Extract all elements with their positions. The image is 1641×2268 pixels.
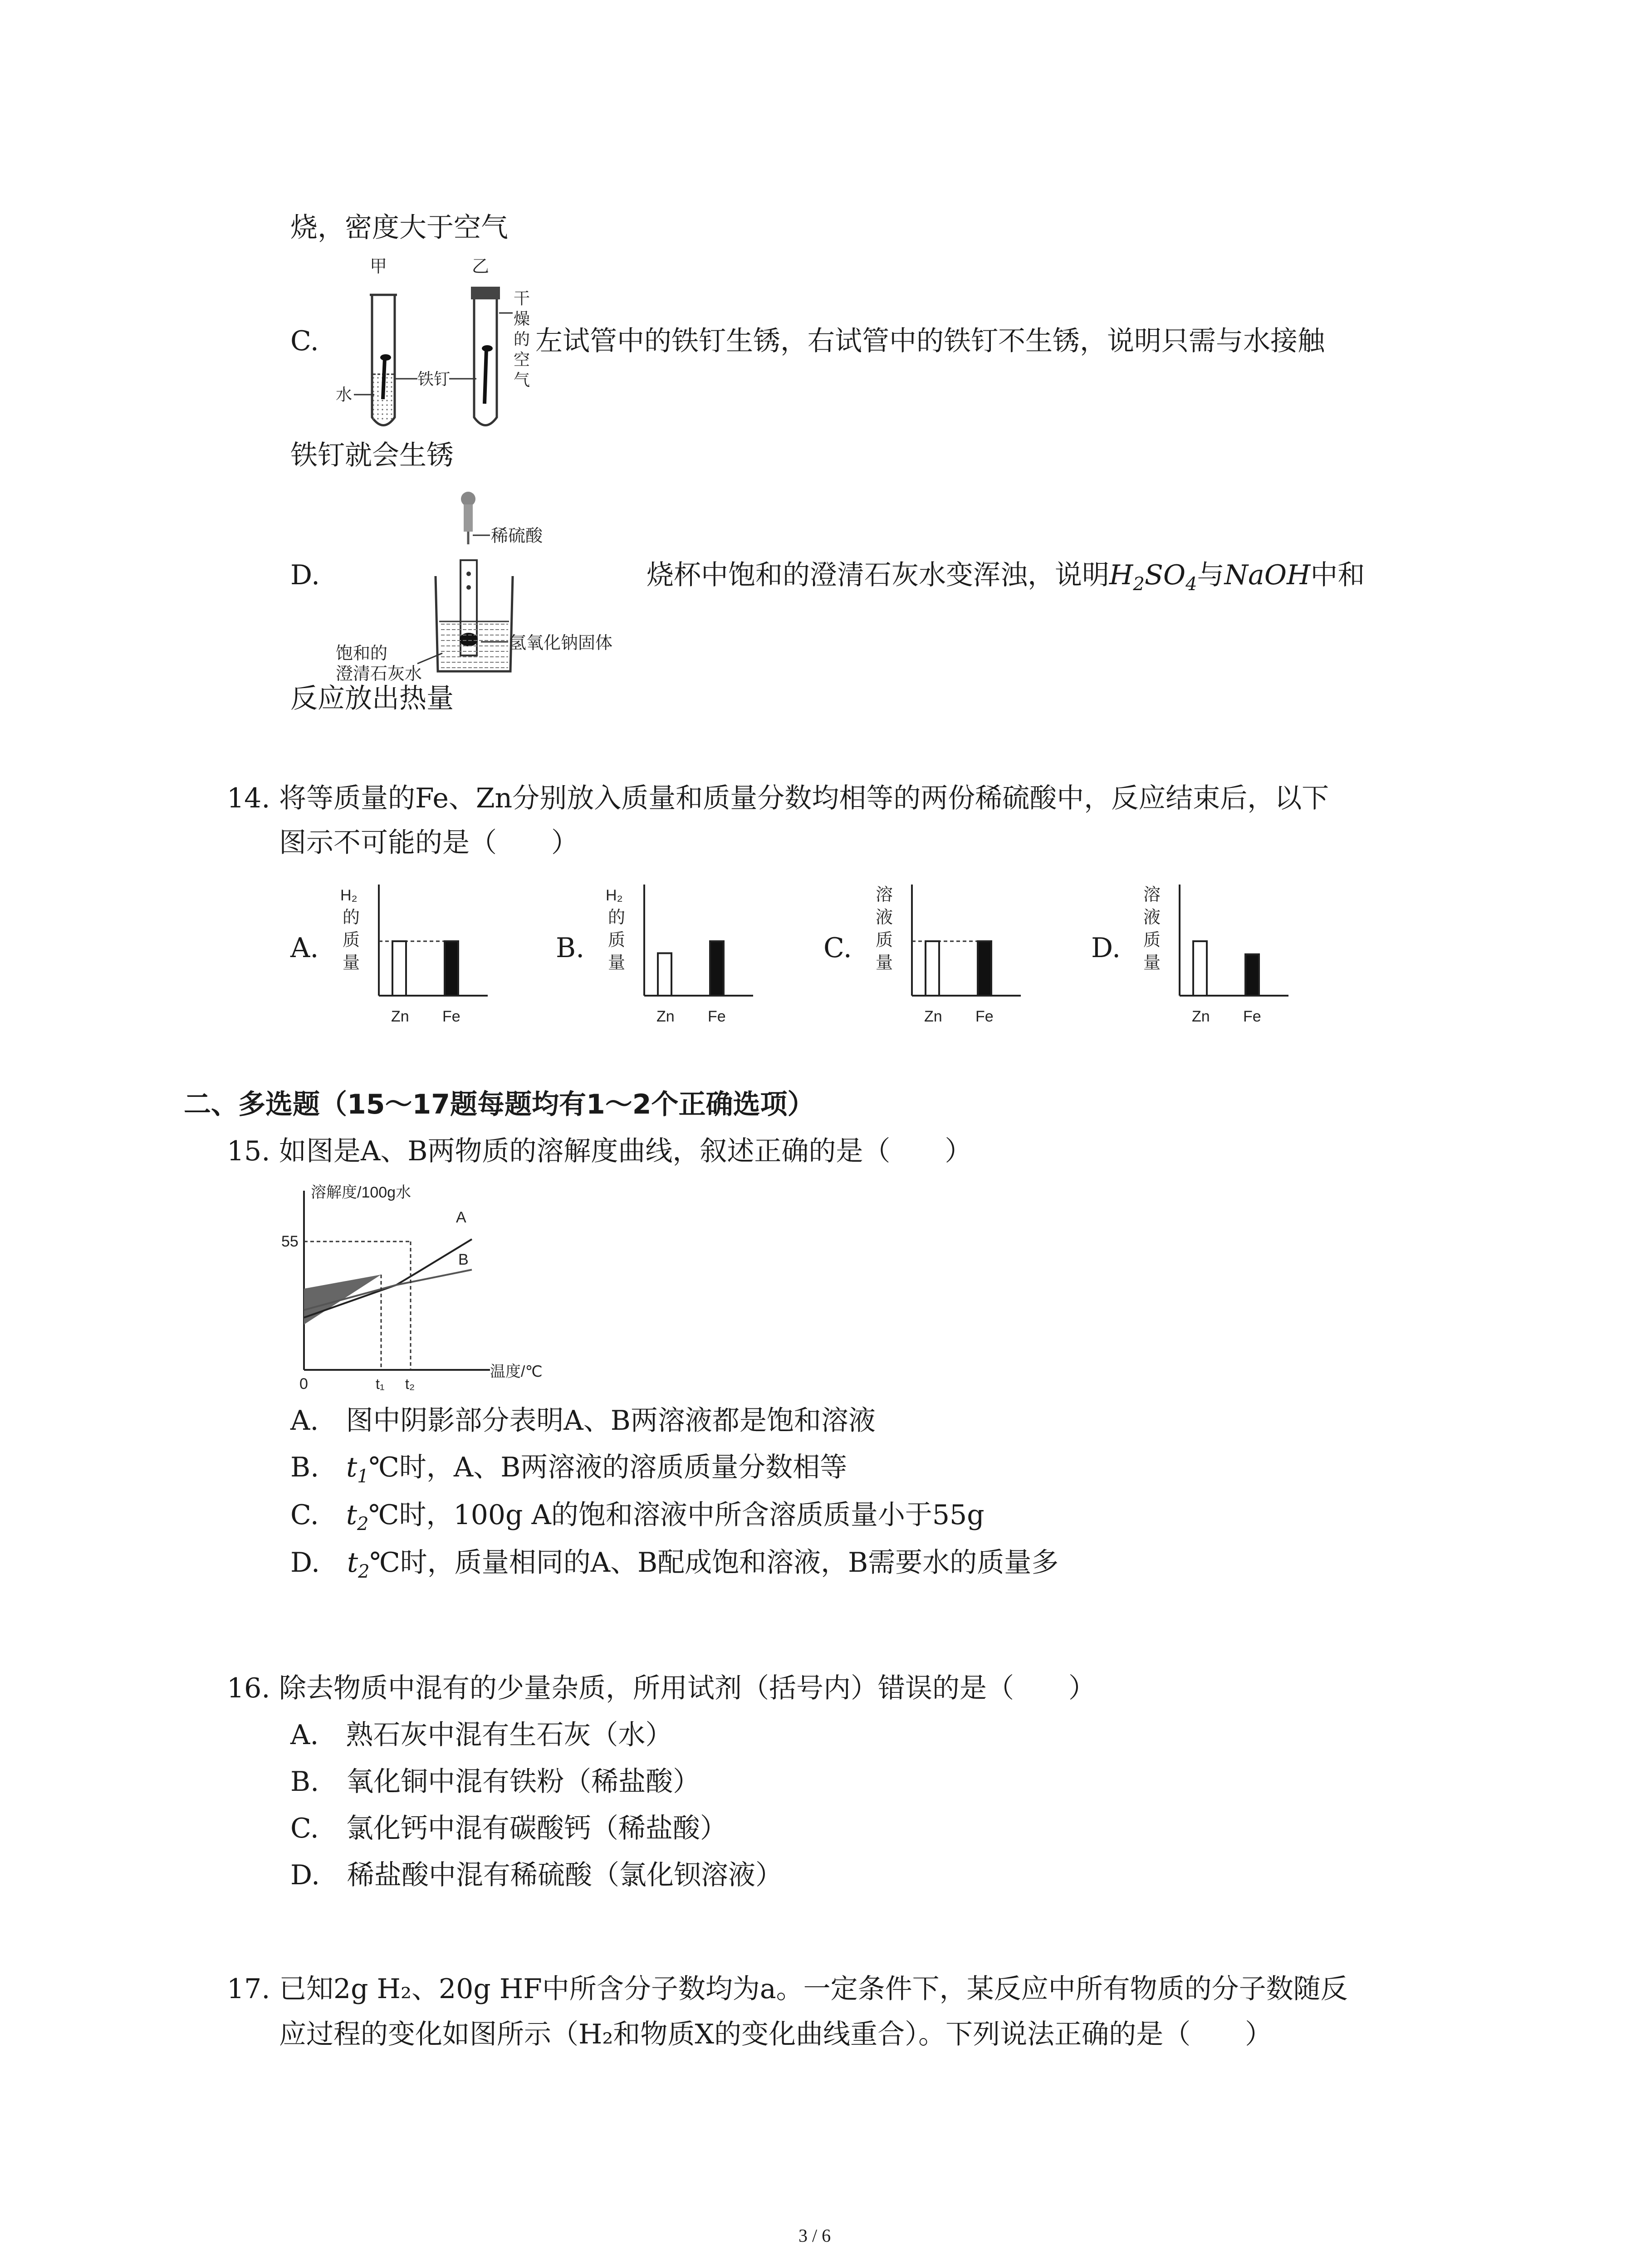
- label-naoh-solid: 氢氧化钠固体: [509, 634, 613, 653]
- bar-zn: [392, 941, 406, 996]
- q16-option-c: C. 氯化钙中混有碳酸钙（稀盐酸）: [290, 1813, 727, 1844]
- q13-b-tail: 烧，密度大于空气: [290, 212, 508, 244]
- q15-option-d: [290, 1545, 1058, 1590]
- dry-air-5: 气: [514, 371, 530, 389]
- chart-c-bars: [912, 941, 991, 996]
- q14-text-2: 图示不可能的是（ ）: [279, 827, 578, 859]
- t2-symbol-d: $t_2$: [347, 1547, 370, 1582]
- series-label-b: B: [458, 1251, 469, 1268]
- dry-air-3: 的: [514, 330, 530, 348]
- naoh-formula: NaOH: [1224, 559, 1311, 591]
- bar-zn: [1193, 941, 1207, 996]
- q16-number: 16.: [227, 1672, 270, 1704]
- bar-fe: [710, 941, 724, 996]
- q15-option-b: [290, 1449, 847, 1495]
- label-acid: 稀硫酸: [491, 527, 543, 546]
- dry-air-4: 空: [514, 350, 530, 369]
- dry-air-1: 干: [514, 289, 530, 308]
- chart-c-x-fe: Fe: [975, 1008, 994, 1025]
- chart-c-ylabel-2: 液: [876, 908, 893, 927]
- page-number: 3 / 6: [798, 2225, 831, 2246]
- bar-fe: [978, 941, 991, 996]
- chart-c-x-zn: Zn: [924, 1008, 942, 1025]
- q14-text-1: 将等质量的Fe、Zn分别放入质量和质量分数均相等的两份稀硫酸中，反应结束后，以下: [279, 782, 1329, 814]
- q14-option-b-letter: B.: [556, 932, 585, 964]
- q14-option-c-letter: C.: [823, 932, 852, 964]
- chart-b-bars: [658, 941, 724, 996]
- q13-c-tail: 铁钉就会生锈: [290, 440, 454, 471]
- chart-d-x-zn: Zn: [1192, 1008, 1210, 1025]
- chart-b-ylabel-2: 的: [608, 908, 626, 927]
- q15-c-letter: C.: [290, 1499, 319, 1531]
- label-jia: 甲: [370, 257, 387, 276]
- q15-d-letter: D.: [290, 1547, 320, 1579]
- chart-a-ylabel-4: 量: [343, 953, 360, 973]
- q13-c-letter: C.: [290, 325, 319, 357]
- beaker-figure: [327, 485, 653, 685]
- q14-chart-b: [597, 880, 769, 1034]
- q15-option-c: [290, 1497, 985, 1542]
- bar-zn: [926, 941, 939, 996]
- chart-a-x-zn: Zn: [391, 1008, 409, 1025]
- q14-number: 14.: [227, 782, 270, 814]
- q15-c-text: ℃时，100g A的饱和溶液中所含溶质质量小于55g: [368, 1499, 985, 1531]
- label-nail: 铁钉: [417, 370, 451, 388]
- dry-air-2: 燥: [514, 309, 530, 328]
- chart-b-ylabel-3: 质: [608, 931, 626, 950]
- bar-fe: [445, 941, 458, 996]
- q16-text: 除去物质中混有的少量杂质，所用试剂（括号内）错误的是（ ）: [279, 1672, 1096, 1704]
- q15-text: 如图是A、B两物质的溶解度曲线，叙述正确的是（ ）: [279, 1135, 972, 1167]
- q13-c-text: 左试管中的铁钉生锈，右试管中的铁钉不生锈，说明只需与水接触: [535, 325, 1325, 357]
- q13-d-mid: 与: [1197, 559, 1225, 591]
- chart-b-x-fe: Fe: [708, 1008, 726, 1025]
- q17-text-2: 应过程的变化如图所示（H₂和物质X的变化曲线重合）。下列说法正确的是（ ）: [279, 2019, 1273, 2050]
- label-saturated-1: 饱和的: [336, 644, 388, 663]
- q14-option-a-letter: A.: [290, 932, 319, 964]
- q13-d-pre: 烧杯中饱和的澄清石灰水变浑浊，说明: [647, 559, 1109, 591]
- q17-number: 17.: [227, 1973, 270, 2005]
- chart-a-ylabel-2: 的: [343, 908, 360, 927]
- chart-d-ylabel-3: 质: [1143, 931, 1161, 950]
- q16-option-a: A. 熟石灰中混有生石灰（水）: [290, 1719, 673, 1751]
- solubility-ytick-55: 55: [281, 1233, 299, 1250]
- q13-d-letter: D.: [290, 559, 320, 591]
- t2-symbol: $t_2$: [346, 1499, 369, 1535]
- series-label-a: A: [456, 1209, 466, 1226]
- q16-option-b: B. 氧化铜中混有铁粉（稀盐酸）: [290, 1766, 700, 1798]
- solubility-xtick-t2: t₂: [405, 1376, 415, 1392]
- label-yi: 乙: [472, 257, 490, 276]
- bar-zn: [658, 953, 671, 996]
- chart-d-ylabel-4: 量: [1143, 953, 1161, 973]
- q15-b-letter: B.: [290, 1452, 319, 1483]
- chart-a-ylabel-1: H₂: [340, 887, 358, 904]
- chart-a-ylabel-3: 质: [343, 931, 360, 950]
- chart-c-ylabel-3: 质: [876, 931, 893, 950]
- q15-b-text: ℃时，A、B两溶液的溶质质量分数相等: [368, 1452, 847, 1483]
- h2so4-formula: $H_2SO_4$: [1109, 559, 1197, 595]
- section-heading: 二、多选题（15～17题每题均有1～2个正确选项）: [184, 1089, 815, 1120]
- solubility-xlabel: 温度/℃: [490, 1363, 543, 1380]
- label-water: 水: [336, 385, 353, 404]
- chart-c-ylabel-1: 溶: [876, 885, 893, 904]
- q13-d-tail: 反应放出热量: [290, 683, 454, 714]
- q14-chart-c: [864, 880, 1037, 1034]
- q14-chart-d: [1132, 880, 1304, 1034]
- solubility-origin: 0: [299, 1375, 308, 1393]
- q15-number: 15.: [227, 1135, 270, 1167]
- chart-b-ylabel-4: 量: [608, 953, 626, 973]
- chart-d-bars: [1193, 941, 1259, 996]
- label-saturated-2: 澄清石灰水: [336, 665, 422, 684]
- solubility-ylabel: 溶解度/100g水: [311, 1184, 411, 1201]
- chart-d-ylabel-1: 溶: [1143, 885, 1161, 904]
- q14-chart-a: [331, 880, 504, 1034]
- t1-symbol: $t_1$: [346, 1452, 369, 1487]
- q13-d-text: [647, 557, 1365, 602]
- q15-d-text: ℃时，质量相同的A、B配成饱和溶液，B需要水的质量多: [369, 1547, 1059, 1579]
- chart-b-ylabel-1: H₂: [606, 887, 623, 904]
- chart-d-ylabel-2: 液: [1143, 908, 1161, 927]
- chart-c-ylabel-4: 量: [876, 953, 893, 973]
- solubility-chart: [277, 1179, 549, 1393]
- q15-option-a: A. 图中阴影部分表明A、B两溶液都是饱和溶液: [290, 1405, 876, 1437]
- test-tube-figure: [327, 254, 544, 435]
- q13-d-post: 中和: [1310, 559, 1365, 591]
- chart-a-bars: [379, 941, 458, 996]
- chart-d-x-fe: Fe: [1243, 1008, 1261, 1025]
- chart-a-x-fe: Fe: [442, 1008, 460, 1025]
- solubility-xtick-t1: t₁: [376, 1376, 385, 1392]
- q16-option-d: D. 稀盐酸中混有稀硫酸（氯化钡溶液）: [290, 1859, 783, 1891]
- chart-b-x-zn: Zn: [656, 1008, 675, 1025]
- bar-fe: [1245, 954, 1259, 996]
- q14-option-d-letter: D.: [1091, 932, 1121, 964]
- q17-text-1: 已知2g H₂、20g HF中所含分子数均为a。一定条件下，某反应中所有物质的分子数随反: [279, 1973, 1348, 2005]
